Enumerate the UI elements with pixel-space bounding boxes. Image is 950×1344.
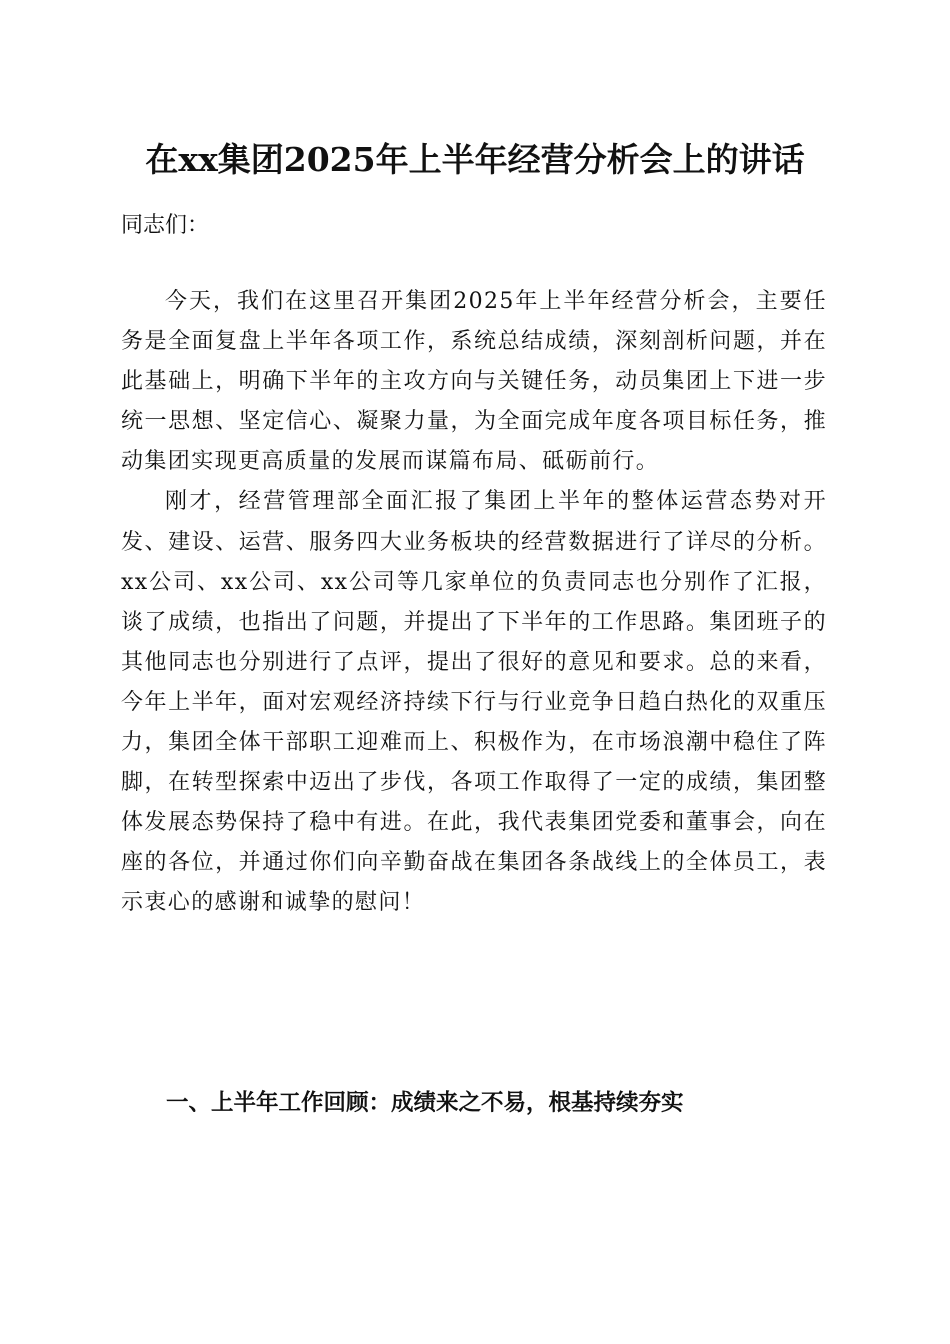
salutation: 同志们： bbox=[121, 213, 210, 238]
document-title: 在xx集团2025年上半年经营分析会上的讲话 bbox=[145, 140, 805, 179]
document-body bbox=[121, 282, 827, 924]
section-heading: 一、上半年工作回顾：成绩来之不易，根基持续夯实 bbox=[166, 1090, 684, 1116]
paragraph-opening: 今天，我们在这里召开集团2025年上半年经营分析会，主要任务是全面复盘上半年各项工作，系统总结成绩，深刻剖析问题，并在此基础上，明确下半年的主攻方向与关键任务，动员集团上下进一步统一思想、坚定信心、凝聚力量，为全面完成年度各项目标任务，推动集团实现更高质量的发展而谋篇布局、砥砺前行。 bbox=[121, 289, 827, 475]
paragraph-review: 刚才，经营管理部全面汇报了集团上半年的整体运营态势对开发、建设、运营、服务四大业务板块的经营数据进行了详尽的分析。xx公司、xx公司、xx公司等几家单位的负责同志也分别作了汇报，谈了成绩，也指出了问题，并提出了下半年的工作思路。集团班子的其他同志也分别进行了点评，提出了很好的意见和要求。总的来看，今年上半年，面对宏观经济持续下行与行业竞争日趋白热化的双重压力，集团全体干部职工迎难而上、积极作为，在市场浪潮中稳住了阵脚，在转型探索中迈出了步伐，各项工作取得了一定的成绩，集团整体发展态势保持了稳中有进。在此，我代表集团党委和董事会，向在座的各位，并通过你们向辛勤奋战在集团各条战线上的全体员工，表示衷心的感谢和诚挚的慰问！ bbox=[121, 489, 827, 916]
